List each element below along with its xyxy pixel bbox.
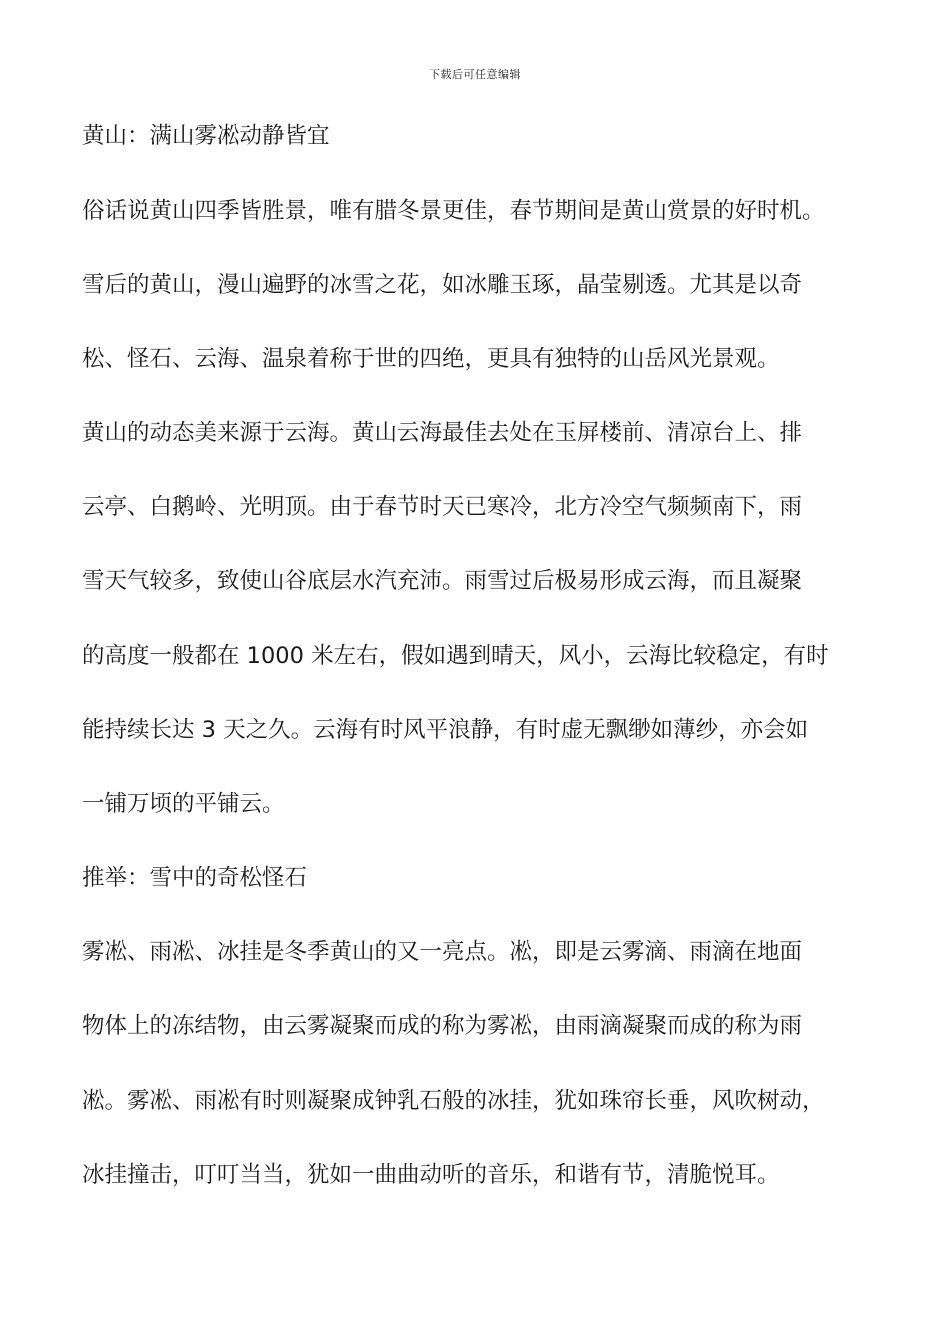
paragraph-line: 一铺万顷的平铺云。 (82, 791, 285, 817)
paragraph-line: 雪天气较多，致使山谷底层水汽充沛。雨雪过后极易形成云海，而且凝聚 (82, 568, 803, 594)
paragraph-line: 云亭、白鹅岭、光明顶。由于春节时天已寒冷，北方冷空气频频南下，雨 (82, 494, 803, 520)
header-note: 下载后可任意编辑 (429, 68, 521, 81)
paragraph-line: 黄山的动态美来源于云海。黄山云海最佳去处在玉屏楼前、清凉台上、排 (82, 420, 803, 446)
paragraph-line: 凇。雾凇、雨凇有时则凝聚成钟乳石般的冰挂，犹如珠帘长垂，风吹树动， (82, 1088, 825, 1114)
paragraph-line: 冰挂撞击，叮叮当当，犹如一曲曲动听的音乐，和谐有节，清脆悦耳。 (82, 1162, 780, 1188)
paragraph-line: 物体上的冻结物，由云雾凝聚而成的称为雾凇，由雨滴凝聚而成的称为雨 (82, 1013, 803, 1039)
paragraph-line: 俗话说黄山四季皆胜景，唯有腊冬景更佳，春节期间是黄山赏景的好时机。 (82, 198, 825, 224)
paragraph-line: 的高度一般都在 1000 米左右，假如遇到晴天，风小，云海比较稳定，有时 (82, 643, 829, 669)
section-heading-recommend: 推举：雪中的奇松怪石 (82, 865, 308, 891)
section-heading-huangshan: 黄山：满山雾凇动静皆宜 (82, 123, 330, 149)
paragraph-line: 雾凇、雨凇、冰挂是冬季黄山的又一亮点。凇，即是云雾滴、雨滴在地面 (82, 939, 803, 965)
paragraph-line: 松、怪石、云海、温泉着称于世的四绝，更具有独特的山岳风光景观。 (82, 346, 780, 372)
paragraph-line: 雪后的黄山，漫山遍野的冰雪之花，如冰雕玉琢，晶莹剔透。尤其是以奇 (82, 272, 803, 298)
paragraph-line: 能持续长达 3 天之久。云海有时风平浪静，有时虚无飘缈如薄纱，亦会如 (82, 717, 809, 743)
